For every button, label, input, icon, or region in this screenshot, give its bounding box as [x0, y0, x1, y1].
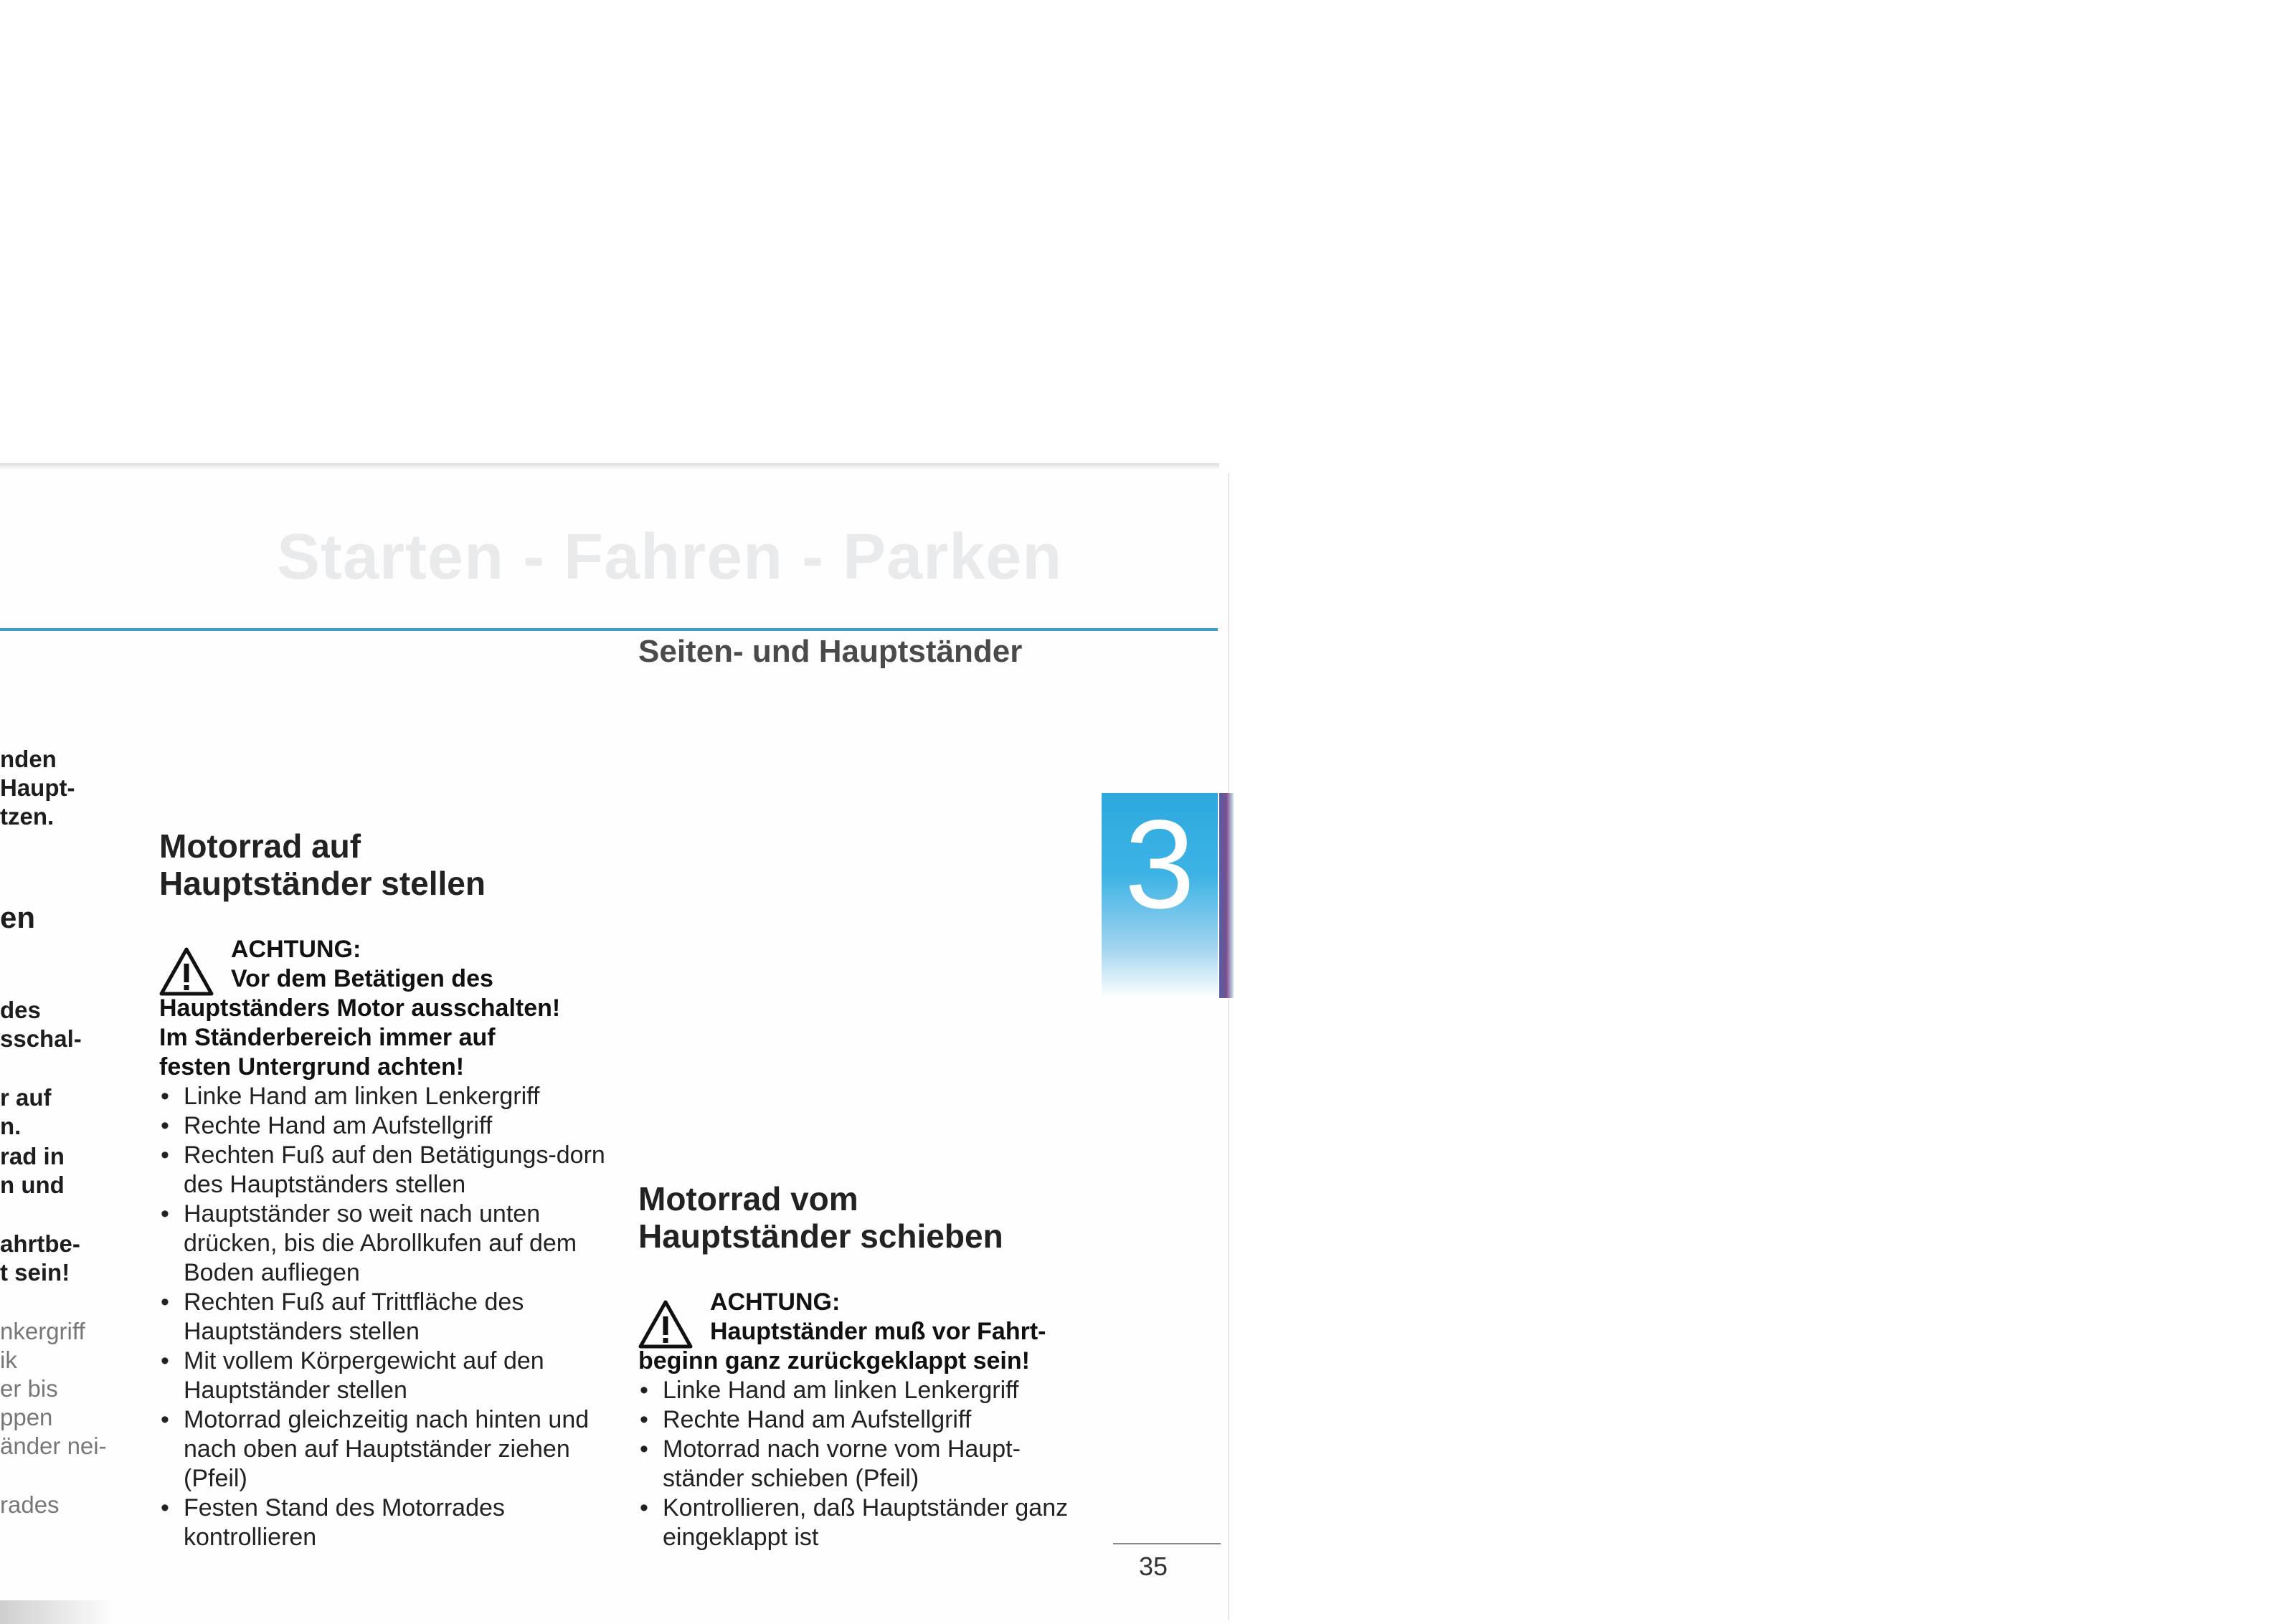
list-item: • Rechten Fuß auf den Betätigungs-dorn des Hauptständers stellen — [159, 1141, 618, 1200]
page-number: 35 — [1139, 1552, 1168, 1581]
fragment-text: ahrtbe- — [0, 1230, 80, 1257]
fragment-text: rades — [0, 1491, 60, 1518]
list-item: • Rechte Hand am Aufstellgriff — [638, 1405, 1097, 1435]
list-item: • Linke Hand am linken Lenkergriff — [159, 1082, 618, 1111]
warning-line: Hauptständers Motor ausschalten! — [159, 994, 561, 1022]
heading-line: Hauptständer stellen — [159, 865, 486, 902]
heading-line: Motorrad vom — [638, 1180, 858, 1217]
chapter-tab-edge — [1219, 793, 1234, 998]
fragment-text: tzen. — [0, 803, 55, 830]
fragment-text: r auf — [0, 1084, 52, 1111]
list-item: • Hauptständer so weit nach unten drücken, bis die Abrollkufen auf dem Boden aufliegen — [159, 1200, 618, 1288]
fragment-text: nden — [0, 746, 57, 772]
chapter-title: Starten - Fahren - Parken — [277, 521, 1063, 593]
fragment-text: er bis — [0, 1375, 58, 1402]
fragment-text: en — [0, 901, 36, 934]
step-list — [159, 1082, 618, 1552]
page-number-rule — [1113, 1543, 1221, 1544]
warning-triangle-icon — [638, 1299, 693, 1349]
list-item: • Mit vollem Körpergewicht auf den Hauptständer stellen — [159, 1347, 618, 1405]
section-motorrad-auf-hauptstaender — [159, 827, 618, 1552]
warning-block — [159, 935, 618, 1082]
section-heading — [159, 827, 618, 902]
header-rule — [0, 628, 1218, 631]
list-item: • Rechte Hand am Aufstellgriff — [159, 1111, 618, 1141]
fragment-text: sschal- — [0, 1025, 82, 1052]
warning-label: ACHTUNG: — [231, 936, 361, 963]
warning-line: festen Untergrund achten! — [159, 1053, 465, 1081]
list-item: • Rechten Fuß auf Trittfläche des Hauptständers stellen — [159, 1288, 618, 1347]
fragment-text: n und — [0, 1172, 65, 1198]
chapter-number: 3 — [1125, 794, 1195, 935]
fragment-text: ppen — [0, 1404, 53, 1430]
heading-line: Motorrad auf — [159, 827, 361, 865]
fragment-text: rad in — [0, 1143, 65, 1169]
fragment-text: ik — [0, 1347, 17, 1373]
warning-line: Hauptständer muß vor Fahrt- — [710, 1318, 1046, 1345]
fragment-text: des — [0, 997, 41, 1023]
warning-line: beginn ganz zurückgeklappt sein! — [638, 1347, 1030, 1374]
list-item: • Kontrollieren, daß Hauptständer ganz eingeklappt ist — [638, 1494, 1097, 1552]
heading-line: Hauptständer schieben — [638, 1217, 1003, 1255]
fragment-text: nkergriff — [0, 1318, 85, 1344]
fragment-text: änder nei- — [0, 1433, 107, 1459]
fragment-text: Haupt- — [0, 774, 75, 801]
page-top-edge — [0, 463, 1219, 470]
warning-label: ACHTUNG: — [710, 1288, 841, 1316]
step-list — [638, 1376, 1097, 1552]
warning-block — [638, 1288, 1097, 1376]
warning-line: Vor dem Betätigen des — [231, 965, 493, 992]
list-item: • Linke Hand am linken Lenkergriff — [638, 1376, 1097, 1405]
warning-line: Im Ständerbereich immer auf — [159, 1024, 496, 1051]
warning-triangle-icon — [159, 946, 214, 997]
page-right-edge — [1228, 473, 1229, 1620]
section-heading — [638, 1180, 1097, 1255]
section-title: Seiten- und Hauptständer — [638, 634, 1023, 669]
section-motorrad-vom-hauptstaender — [638, 1180, 1097, 1552]
page-bottom-shadow — [0, 1600, 115, 1624]
chapter-tab — [1102, 793, 1218, 998]
list-item: • Motorrad gleichzeitig nach hinten und nach oben auf Hauptständer ziehen (Pfeil) — [159, 1405, 618, 1494]
list-item: • Motorrad nach vorne vom Haupt-ständer schieben (Pfeil) — [638, 1435, 1097, 1494]
fragment-text: n. — [0, 1113, 22, 1139]
list-item: • Festen Stand des Motorrades kontrollieren — [159, 1494, 618, 1552]
fragment-text: t sein! — [0, 1259, 70, 1286]
